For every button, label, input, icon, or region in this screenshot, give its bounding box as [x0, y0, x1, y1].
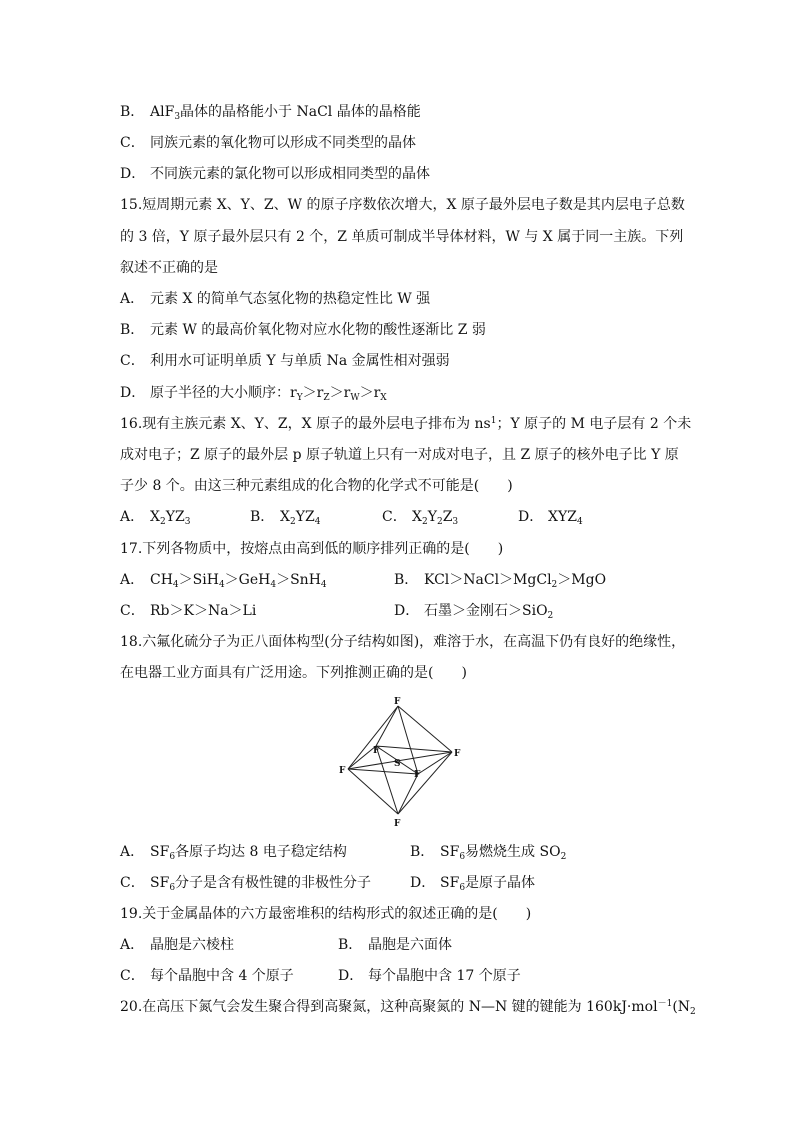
option-letter: D．	[120, 166, 146, 182]
q17-option-d: D． 石墨＞金刚石＞SiO$_2$	[394, 603, 554, 621]
q18-option-c: C． $SF_6$分子是含有极性键的非极性分子	[120, 875, 372, 893]
q16-option-b: B． $X_2YZ_4$	[250, 509, 321, 527]
edge	[398, 752, 452, 814]
edge	[398, 706, 452, 752]
q15-option-b: B． 元素 W 的最高价氧化物对应水化物的酸性逐渐比 Z 弱	[120, 322, 486, 338]
q19-stem: 19.关于金属晶体的六方最密堆积的结构形式的叙述正确的是( )	[120, 906, 532, 922]
q14-option-b: B． AlF$_3$晶体的晶格能小于 NaCl 晶体的晶格能	[120, 104, 421, 122]
q19-option-b: B． 晶胞是六面体	[338, 937, 452, 953]
q18-option-d: D． $SF_6$是原子晶体	[410, 875, 536, 893]
option-letter: D．	[120, 385, 146, 401]
fluorine-label-right: F	[454, 749, 461, 759]
fluorine-label-back: F	[373, 746, 380, 756]
q16-option-d: D． $XYZ_4$	[518, 509, 583, 527]
option-letter: C．	[120, 353, 145, 369]
option-letter: C．	[120, 135, 145, 151]
edge	[376, 706, 398, 746]
edge	[376, 746, 452, 752]
q14-option-d: D． 不同族元素的氯化物可以形成相同类型的晶体	[120, 166, 430, 182]
q17-stem: 17.下列各物质中，按熔点由高到低的顺序排列正确的是( )	[120, 541, 504, 557]
q19-option-c: C． 每个晶胞中含 4 个原子	[120, 968, 294, 984]
option-letter: A．	[120, 291, 145, 307]
q15-option-c: C． 利用水可证明单质 Y 与单质 Na 金属性相对强弱	[120, 353, 450, 369]
q15-stem-line-3: 叙述不正确的是	[120, 260, 218, 276]
fluorine-label-front: F	[414, 770, 421, 780]
q16-option-a: A． $X_2YZ_3$	[120, 509, 191, 527]
edge	[418, 752, 452, 774]
edge	[348, 706, 398, 769]
q15-option-a: A． 元素 X 的简单气态氢化物的热稳定性比 W 强	[120, 291, 431, 307]
q16-stem-line-2: 成对电子；Z 原子的最外层 p 原子轨道上只有一对成对电子，且 Z 原子的核外电子比 Y 原	[120, 447, 679, 463]
q17-option-c: C． Rb＞K＞Na＞Li	[120, 603, 257, 619]
q17-option-a: A． $CH_4>SiH_4>GeH_4>SnH_4$	[120, 572, 327, 590]
q18-stem-line-1: 18.六氟化硫分子为正八面体构型(分子结构如图)，难溶于水，在高温下仍有良好的绝缘性，	[120, 634, 686, 650]
q15-option-d: D． 原子半径的大小顺序：$r_Y>r_Z>r_W>r_X$	[120, 385, 387, 403]
edge	[348, 769, 418, 774]
q18-stem-line-2: 在电器工业方面具有广泛用途。下列推测正确的是( )	[120, 665, 467, 681]
option-letter: B．	[120, 104, 145, 120]
q18-option-a: A． $SF_6$各原子均达 8 电子稳定结构	[120, 844, 347, 862]
sf6-octahedron-figure	[336, 694, 464, 828]
q18-option-b: B． $SF_6$易燃烧生成 $SO_2$	[410, 844, 567, 862]
fluorine-label-top: F	[394, 697, 401, 707]
q19-option-a: A． 晶胞是六棱柱	[120, 937, 234, 953]
q15-stem-line-1: 15.短周期元素 X、Y、Z、W 的原子序数依次增大，X 原子最外层电子数是其内层电子总数	[120, 197, 685, 213]
q19-option-d: D． 每个晶胞中含 17 个原子	[338, 968, 521, 984]
option-letter: B．	[120, 322, 145, 338]
q17-option-b: B． KCl＞NaCl＞MgCl$_2$＞MgO	[394, 572, 607, 590]
q15-stem-line-2: 的 3 倍，Y 原子最外层只有 2 个，Z 单质可制成半导体材料，W 与 X 属于同一主族。下列	[120, 229, 684, 245]
fluorine-label-bottom: F	[394, 819, 401, 828]
sulfur-label: S	[394, 759, 401, 769]
q20-stem-line-1: 20.在高压下氮气会发生聚合得到高聚氮，这种高聚氮的 N—N 键的键能为 $160kJ\cdot mol^{-1}(N_2$	[120, 999, 696, 1017]
edge	[398, 706, 418, 774]
q14-option-c: C． 同族元素的氧化物可以形成不同类型的晶体	[120, 135, 416, 151]
q16-stem-line-3: 子少 8 个。由这三种元素组成的化合物的化学式不可能是( )	[120, 478, 513, 494]
q16-stem-line-1: 16.现有主族元素 X、Y、Z，X 原子的最外层电子排布为 $ns^1$；Y 原子的 M 电子层有 2 个未	[120, 416, 692, 432]
fluorine-label-left: F	[339, 766, 346, 776]
q16-option-c: C． $X_2Y_2Z_3$	[382, 509, 459, 527]
